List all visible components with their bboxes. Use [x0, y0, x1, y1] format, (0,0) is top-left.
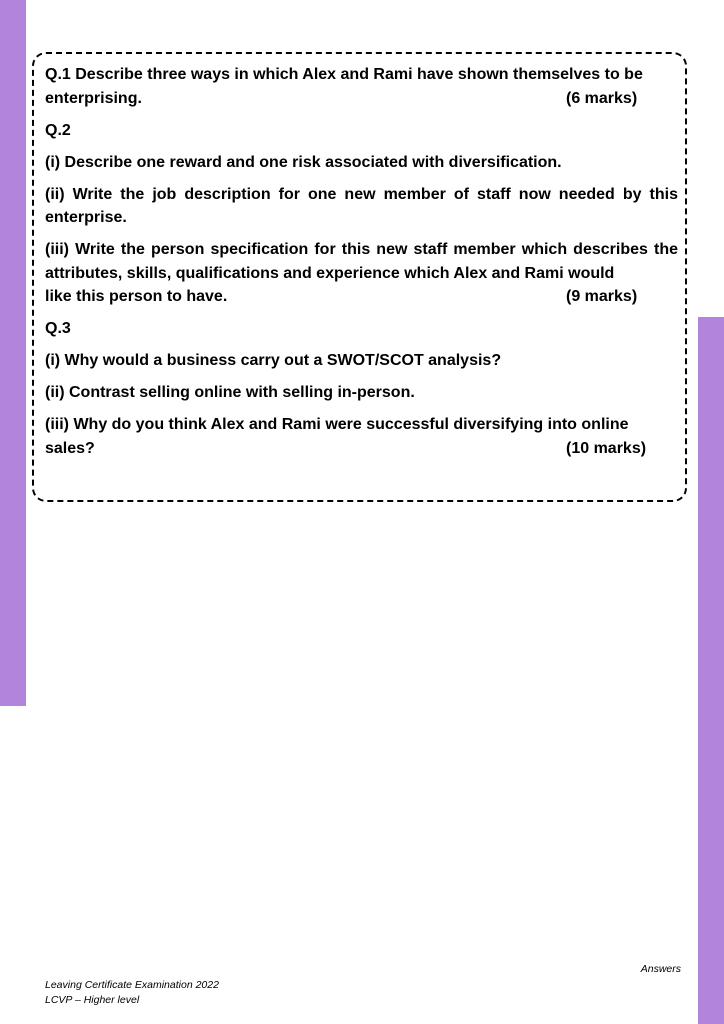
q2-part3: [45, 238, 678, 309]
q3-marks: (10 marks): [566, 439, 647, 457]
q3-part1: (i) Why would a business carry out a SWOT/SCOT analysis?: [45, 352, 502, 369]
q2-part1: (i) Describe one reward and one risk associated with diversification.: [45, 153, 562, 171]
footer-section-label: Answers: [640, 963, 681, 975]
q3-part3: [45, 413, 678, 460]
q1-marks: (6 marks): [566, 89, 638, 107]
q1-line2: enterprising.: [45, 89, 142, 107]
footer-exam-title: Leaving Certificate Examination 2022: [45, 979, 219, 991]
q3-heading: Q.3: [45, 320, 71, 337]
q2-last-line: [45, 285, 678, 309]
q1-line1: Q.1 Describe three ways in which Alex and Rami have shown themselves to be: [45, 66, 643, 83]
right-accent-bar: [698, 317, 724, 1024]
left-accent-bar: [0, 0, 26, 706]
q2-part3-line2: like this person to have.: [45, 288, 228, 305]
q2-heading: Q.2: [45, 121, 71, 139]
q2-part2: (ii) Write the job description for one new member of staff now needed by this enterprise.: [45, 185, 678, 226]
footer-exam-level: LCVP – Higher level: [45, 993, 140, 1006]
q3-part2: (ii) Contrast selling online with selling in-person.: [45, 384, 415, 401]
q3-part3-line2: sales?: [45, 439, 95, 457]
q1-text: [45, 63, 678, 110]
footer-exam-info: [45, 978, 219, 1007]
q2-part3-line1: (iii) Write the person specification for this new staff member which describes the attributes, skills, qualifications and experience which Alex and Rami would: [45, 241, 678, 282]
q1-last-line: [45, 87, 678, 111]
q3-last-line: [45, 437, 678, 461]
q2-marks: (9 marks): [566, 288, 638, 305]
q3-part3-line1: (iii) Why do you think Alex and Rami were successful diversifying into online: [45, 416, 629, 433]
questions-box: [32, 52, 687, 502]
